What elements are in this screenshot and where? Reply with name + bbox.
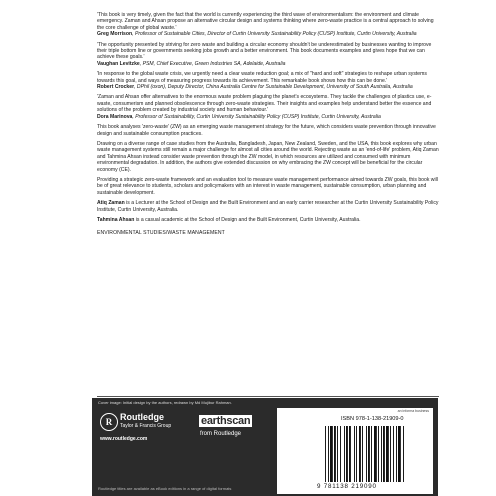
description-paragraph: This book analyses 'zero-waste' (ZW) as an emerging waste management strategy for the future, which considers waste prevention through innovative design and sustainable consumption practices.: [97, 124, 436, 137]
endorsement-quote: [97, 71, 439, 90]
quote-text: 'This book is very timely, given the fact that the world is currently experiencing the third wave of environmentalism: the environment and climate emergency. Zaman and Ahsan propose an alternative circular design and systems thinking where zero-waste practice is a central approach to solving the core challenge of global waste.': [97, 12, 434, 31]
quote-author-name: Dora Marinova: [97, 113, 133, 120]
publisher-subtitle: Taylor & Francis Group: [120, 423, 172, 429]
subject-category: ENVIRONMENTAL STUDIES/WASTE MANAGEMENT: [97, 230, 225, 237]
barcode-digits: 9 781138 219090: [317, 483, 377, 490]
divider: [97, 396, 439, 397]
quote-text: 'The opportunity presented by striving for zero waste and building a circular economy shouldn't be underestimated by businesses wanting to improve their triple bottom line or governments seeking jobs growth and a better environment. This book documents examples and gives hope that we can achieve these goals.': [97, 41, 432, 61]
endorsement-quote: [97, 94, 439, 120]
author-bio-text: is a casual academic at the School of Design and the Built Environment, Curtin University, Australia.: [134, 216, 361, 223]
barcode-icon: [325, 426, 429, 482]
author-bio: [97, 217, 439, 223]
author-name: Tahmina Ahsan: [97, 216, 135, 223]
quote-author-name: Greg Morrison: [97, 31, 133, 38]
publisher-footer: [92, 398, 438, 496]
quote-author-affiliation: , DPhil (oxon), Deputy Director, China Australia Centre for Sustainable Development, University of South Australia, Australia: [134, 84, 413, 91]
quote-author-affiliation: , PSM, Chief Executive, Green Industries SA, Adelaide, Australia: [139, 60, 286, 67]
quote-author-affiliation: , Professor of Sustainability, Curtin University Sustainability Policy (CUSP) Institute, Curtin University, Australia: [132, 113, 381, 120]
quote-text: 'Zaman and Ahsan offer alternatives to the enormous waste problem plaguing the planet's ecosystems. They tackle the challenges of plastics use, e-waste, consumerism and planned obsolescence through zero-waste strategies. Their insights and examples help understand better the essence and solutions of the problem created by industrial society and human behaviour.': [97, 94, 432, 114]
author-name: Atiq Zaman: [97, 200, 125, 207]
routledge-logo-icon: R: [100, 413, 118, 431]
description-paragraph: Providing a strategic zero-waste framework and an evaluation tool to measure waste management performance aimed towards ZW goals, this book will be of great relevance to students, scholars and policymakers with an interest in waste management, sustainable consumption, urban planning and sustainable development.: [97, 176, 438, 196]
quote-author-affiliation: , Professor of Sustainable Cities, Director of Curtin University Sustainability Policy (CUSP) Institute, Curtin University, Australia: [132, 31, 417, 38]
barcode-panel: [277, 408, 433, 494]
author-bio-text: is a Lecturer at the School of Design and the Built Environment and an early carrier researcher at the Curtin University Sustainability Policy Institute, Curtin University, Australia.: [97, 200, 439, 213]
imprint-from: from Routledge: [200, 431, 242, 437]
publisher-url: www.routledge.com: [100, 436, 148, 442]
endorsement-quote: [97, 42, 439, 68]
earthscan-logo: earthscan: [201, 415, 251, 427]
cover-credit: Cover image: Initial design by the authors, redrawn by Md Mujibur Rahman.: [98, 400, 232, 405]
publisher-name: Routledge: [120, 412, 164, 422]
quote-author-name: Robert Crocker: [97, 84, 135, 91]
isbn-label: ISBN 978-1-138-21909-0: [341, 416, 404, 422]
quote-text: 'In response to the global waste crisis, we urgently need a clear waste reduction goal; a mix of "hard and soft" strategies to reshape urban systems towards this goal, and ways of measuring progress towards its achievement. This remarkable book shows how this can be done.': [97, 71, 427, 84]
author-bio: [97, 200, 439, 213]
informa-note: an informa business: [397, 409, 429, 413]
back-cover-text: [97, 12, 439, 237]
ebook-note: Routledge titles are available as eBook editions in a range of digital formats: [98, 486, 232, 491]
quote-author-name: Vaughan Levitzke: [97, 60, 140, 67]
description-paragraph: Drawing on a diverse range of case studies from the Australia, Bangladesh, Japan, New Zealand, Sweden, and the USA, this book explores why urban waste management systems still remain a major challenge for almost all cities around the world. Rejecting waste as an 'end-of-life' problem, Atiq Zaman and Tahmina Ahsan instead consider waste prevention through the ZW model, in which resources are utilized and consumed with minimum environmental degradation. In addition, the authors give extended discussion on why embracing the ZW concept will be beneficial for the circular economy (CE).: [97, 140, 439, 173]
endorsement-quote: [97, 12, 439, 38]
